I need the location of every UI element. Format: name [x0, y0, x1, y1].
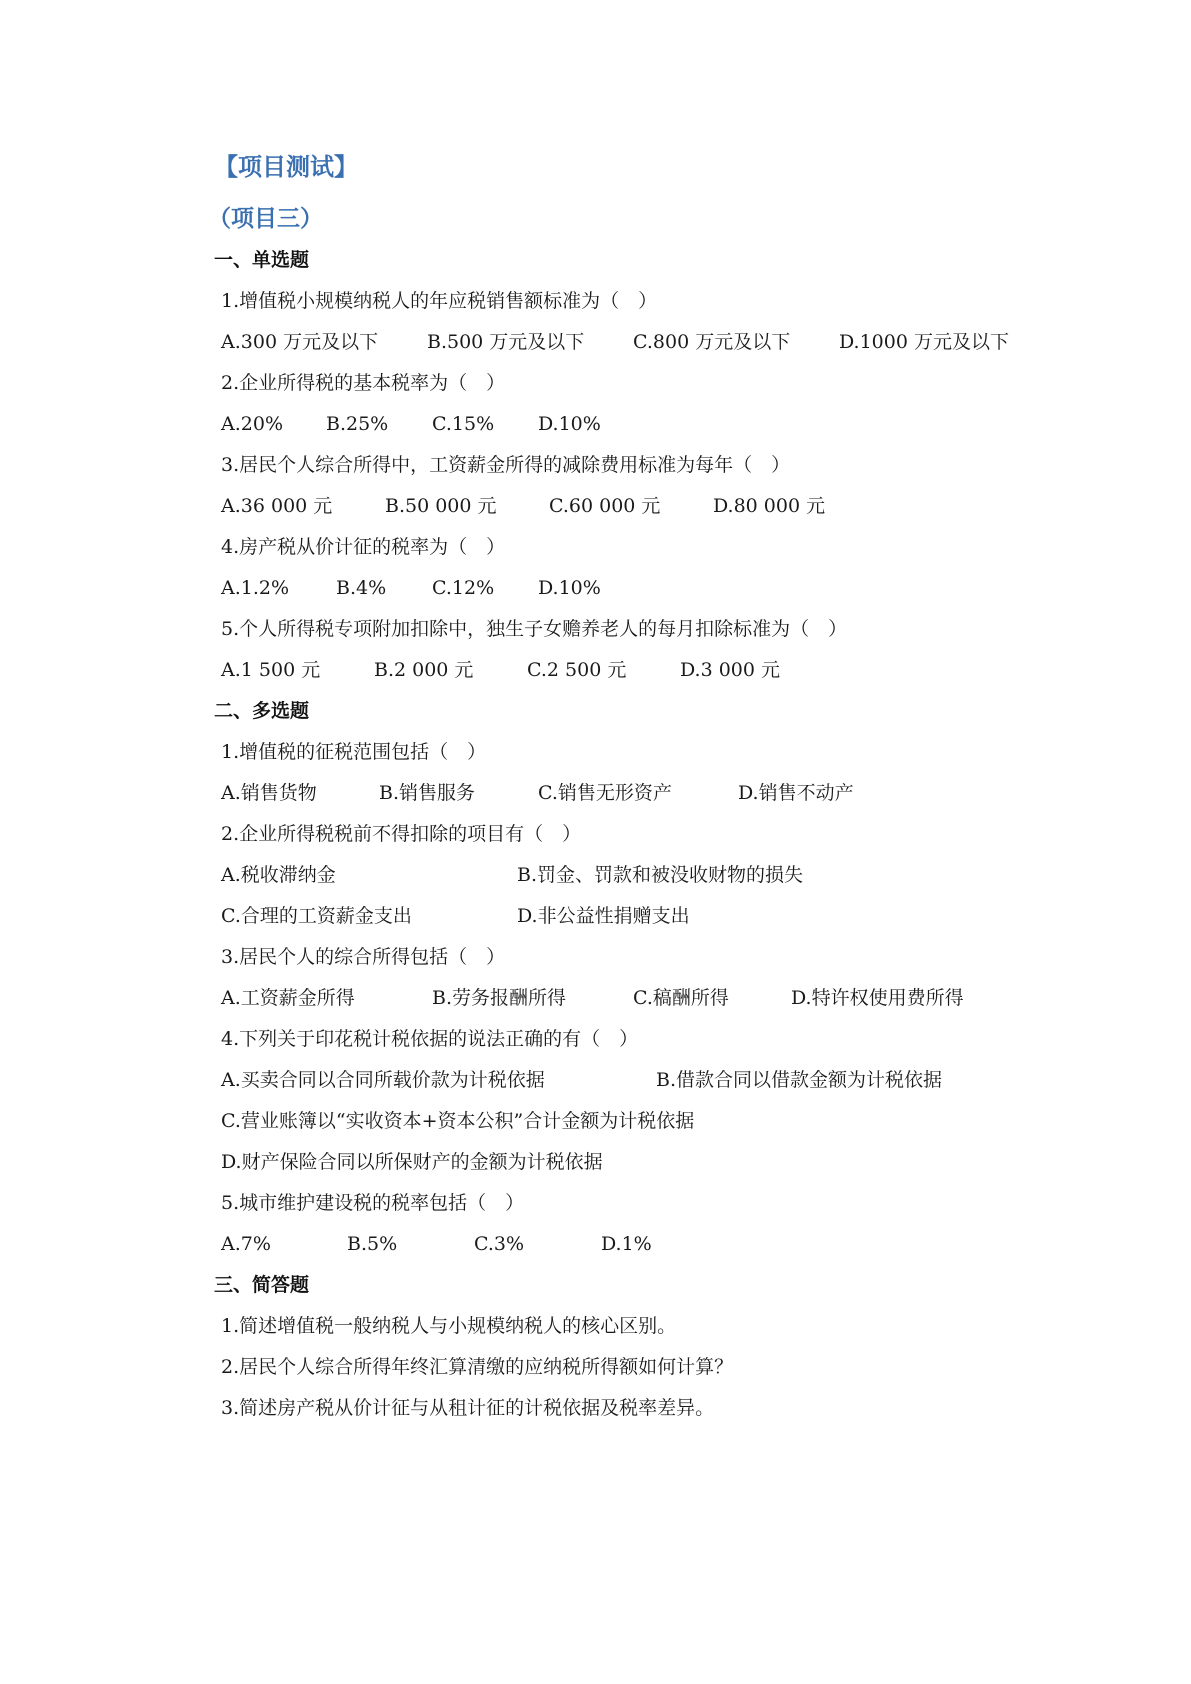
question-stem: 1.增值税的征税范围包括（ ）: [221, 741, 487, 763]
question-stem: 5.个人所得税专项附加扣除中，独生子女赡养老人的每月扣除标准为（ ）: [221, 618, 848, 640]
short-question: 3.简述房产税从价计征与从租计征的计税依据及税率差异。: [221, 1397, 715, 1419]
option-a: A.7%: [221, 1233, 271, 1255]
option-b: B.销售服务: [379, 782, 476, 804]
options-row: [214, 486, 1074, 527]
options-row: [214, 855, 1074, 896]
option-a: A.1.2%: [221, 577, 290, 599]
option-b: B.50 000 元: [385, 495, 497, 517]
document-title: 【项目测试】: [214, 153, 358, 181]
option-d: D.财产保险合同以所保财产的金额为计税依据: [221, 1151, 603, 1173]
option-a: A.税收滞纳金: [221, 864, 336, 886]
option-b: B.500 万元及以下: [427, 331, 585, 353]
question-stem: 2.企业所得税的基本税率为（ ）: [221, 372, 506, 394]
question-stem: 4.房产税从价计征的税率为（ ）: [221, 536, 506, 558]
option-c: C.800 万元及以下: [633, 331, 791, 353]
options-row: [214, 978, 1074, 1019]
option-d: D.1%: [601, 1233, 652, 1255]
option-a: A.300 万元及以下: [221, 331, 379, 353]
option-c: C.2 500 元: [527, 659, 627, 681]
document-subtitle: （项目三）: [208, 206, 323, 232]
option-c: C.15%: [432, 413, 495, 435]
options-row: [214, 650, 1074, 691]
option-c: C.60 000 元: [549, 495, 661, 517]
option-c: C.合理的工资薪金支出: [221, 905, 412, 927]
option-b: B.4%: [336, 577, 387, 599]
option-c: C.营业账簿以“实收资本+资本公积”合计金额为计税依据: [221, 1110, 695, 1132]
question-stem: 3.居民个人综合所得中，工资薪金所得的减除费用标准为每年（ ）: [221, 454, 791, 476]
options-row: [214, 896, 1074, 937]
option-d: D.10%: [538, 413, 601, 435]
option-b: B.借款合同以借款金额为计税依据: [656, 1069, 943, 1091]
options-row: [214, 773, 1074, 814]
option-d: D.3 000 元: [680, 659, 781, 681]
option-b: B.罚金、罚款和被没收财物的损失: [517, 864, 804, 886]
options-row: [214, 404, 1074, 445]
document-content: [208, 150, 1074, 1429]
option-c: C.3%: [474, 1233, 525, 1255]
short-question: 1.简述增值税一般纳税人与小规模纳税人的核心区别。: [221, 1315, 677, 1337]
option-d: D.特许权使用费所得: [791, 987, 964, 1009]
options-row: [214, 1224, 1074, 1265]
options-row: [214, 322, 1074, 363]
option-c: C.12%: [432, 577, 495, 599]
options-row: [214, 1060, 1074, 1101]
option-d: D.销售不动产: [738, 782, 854, 804]
option-d: D.非公益性捐赠支出: [517, 905, 690, 927]
option-a: A.36 000 元: [221, 495, 333, 517]
section-title-short: 三、简答题: [214, 1274, 310, 1296]
option-a: A.工资薪金所得: [221, 987, 355, 1009]
option-b: B.2 000 元: [374, 659, 474, 681]
question-stem: 5.城市维护建设税的税率包括（ ）: [221, 1192, 525, 1214]
option-a: A.20%: [221, 413, 283, 435]
option-a: A.销售货物: [221, 782, 317, 804]
option-b: B.5%: [347, 1233, 398, 1255]
option-d: D.10%: [538, 577, 601, 599]
question-stem: 1.增值税小规模纳税人的年应税销售额标准为（ ）: [221, 290, 658, 312]
option-a: A.买卖合同以合同所载价款为计税依据: [221, 1069, 545, 1091]
option-d: D.1000 万元及以下: [839, 331, 1009, 353]
section-title-single: 一、单选题: [214, 249, 310, 271]
section-title-multi: 二、多选题: [214, 700, 310, 722]
question-stem: 2.企业所得税税前不得扣除的项目有（ ）: [221, 823, 582, 845]
option-b: B.劳务报酬所得: [432, 987, 567, 1009]
short-question: 2.居民个人综合所得年终汇算清缴的应纳税所得额如何计算？: [221, 1356, 734, 1378]
option-c: C.销售无形资产: [538, 782, 672, 804]
option-d: D.80 000 元: [713, 495, 826, 517]
question-stem: 4.下列关于印花税计税依据的说法正确的有（ ）: [221, 1028, 639, 1050]
question-stem: 3.居民个人的综合所得包括（ ）: [221, 946, 506, 968]
option-b: B.25%: [326, 413, 389, 435]
option-c: C.稿酬所得: [633, 987, 729, 1009]
options-row: [214, 568, 1074, 609]
option-a: A.1 500 元: [221, 659, 321, 681]
